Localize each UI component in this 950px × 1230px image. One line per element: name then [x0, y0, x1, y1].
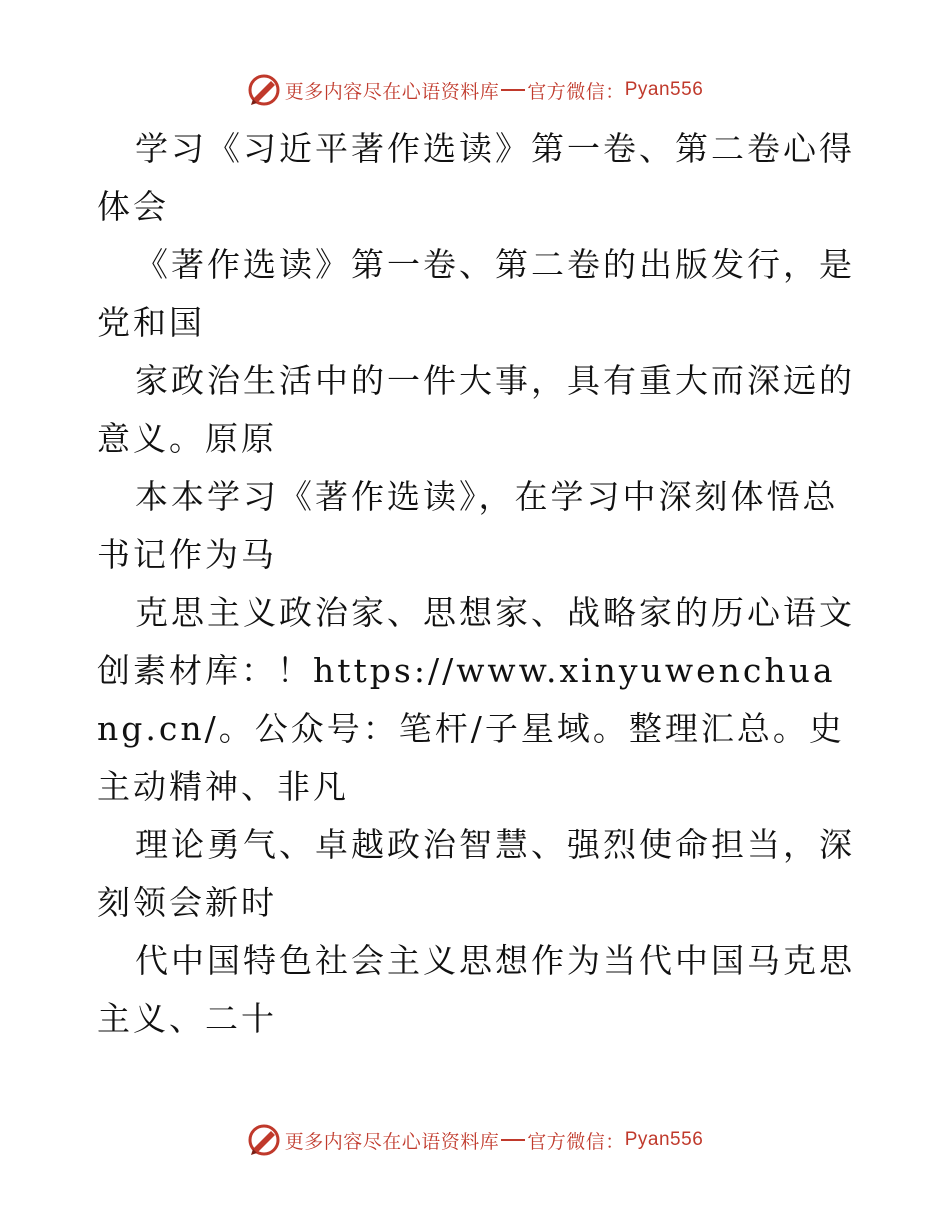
banner-separator — [501, 1139, 525, 1141]
paragraph: 代中国特色社会主义思想作为当代中国马克思主义、二十 — [97, 941, 855, 1038]
paragraph-title: 学习《习近平著作选读》第一卷、第二卷心得体会 — [97, 129, 855, 226]
banner-text: 更多内容尽在心语资料库 — [284, 80, 500, 103]
banner-wechat-label: 官方微信： — [527, 80, 625, 103]
banner-text: 更多内容尽在心语资料库 — [284, 1130, 500, 1153]
document-body — [97, 120, 857, 1048]
banner-wechat-id: Pyan556 — [624, 1129, 704, 1150]
paragraph: 本本学习《著作选读》，在学习中深刻体悟总书记作为马 — [97, 477, 839, 574]
paragraph: 《著作选读》第一卷、第二卷的出版发行，是党和国 — [97, 245, 855, 342]
paragraph: 家政治生活中的一件大事，具有重大而深远的意义。原原 — [97, 361, 855, 458]
footer-watermark-banner — [0, 1120, 950, 1160]
paragraph: 克思主义政治家、思想家、战略家的历心语文创素材库：！https://www.xinyuwenchuang.cn/。公众号：笔杆/子星域。整理汇总。史主动精神、非凡 — [97, 593, 855, 806]
pen-logo-icon — [247, 73, 281, 107]
header-watermark-banner — [0, 70, 950, 110]
paragraph: 理论勇气、卓越政治智慧、强烈使命担当，深刻领会新时 — [97, 825, 855, 922]
banner-wechat-id: Pyan556 — [624, 79, 704, 100]
banner-separator — [501, 89, 525, 91]
pen-logo-icon — [247, 1123, 281, 1157]
banner-wechat-label: 官方微信： — [527, 1130, 625, 1153]
